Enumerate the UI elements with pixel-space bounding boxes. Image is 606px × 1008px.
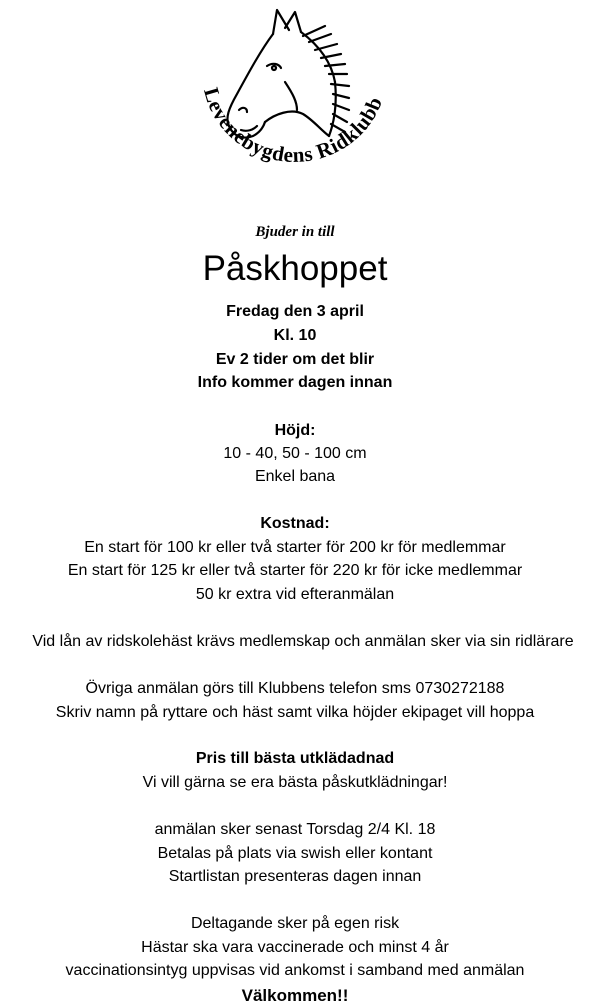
club-name: Levenebygdens Ridklubb: [199, 84, 388, 168]
invite-text: Bjuder in till: [255, 224, 335, 240]
costume-text: Vi vill gärna se era bästa påskutklädningar!: [142, 774, 448, 791]
school-horse-note: Vid lån av ridskolehäst krävs medlemskap och anmälan sker via sin ridlärare: [32, 633, 574, 650]
cost-members: En start för 100 kr eller två starter för 200 kr för medlemmar: [84, 539, 506, 556]
registration-details: Skriv namn på ryttare och häst samt vilka höjder ekipaget vill hoppa: [55, 704, 535, 721]
height-levels: 10 - 40, 50 - 100 cm: [223, 445, 367, 462]
event-note: Ev 2 tider om det blir: [215, 351, 375, 368]
vaccination-text: Hästar ska vara vaccinerade och minst 4 år: [141, 939, 449, 956]
club-logo: [185, 2, 405, 198]
risk-text: Deltagande sker på egen risk: [190, 915, 400, 932]
horse-head-icon: [227, 10, 349, 138]
startlist-text: Startlistan presenteras dagen innan: [168, 868, 422, 885]
cost-late-fee: 50 kr extra vid efteranmälan: [195, 586, 395, 603]
certificate-text: vaccinationsintyg uppvisas vid ankomst i samband med anmälan: [65, 962, 525, 979]
event-time: Kl. 10: [273, 327, 317, 344]
event-info: Info kommer dagen innan: [197, 374, 393, 391]
cost-heading: Kostnad:: [260, 515, 330, 532]
costume-heading: Pris till bästa utklädadnad: [195, 750, 395, 767]
payment-text: Betalas på plats via swish eller kontant: [157, 845, 433, 862]
page-title: Påskhoppet: [202, 249, 388, 288]
height-heading: Höjd:: [274, 422, 316, 439]
registration-phone: Övriga anmälan görs till Klubbens telefon sms 0730272188: [85, 680, 505, 697]
height-course: Enkel bana: [254, 468, 336, 485]
welcome-text: Välkommen!!: [241, 986, 349, 1005]
cost-non-members: En start för 125 kr eller två starter för 220 kr för icke medlemmar: [67, 562, 523, 579]
event-date: Fredag den 3 april: [226, 303, 364, 320]
deadline-text: anmälan sker senast Torsdag 2/4 Kl. 18: [154, 821, 436, 838]
